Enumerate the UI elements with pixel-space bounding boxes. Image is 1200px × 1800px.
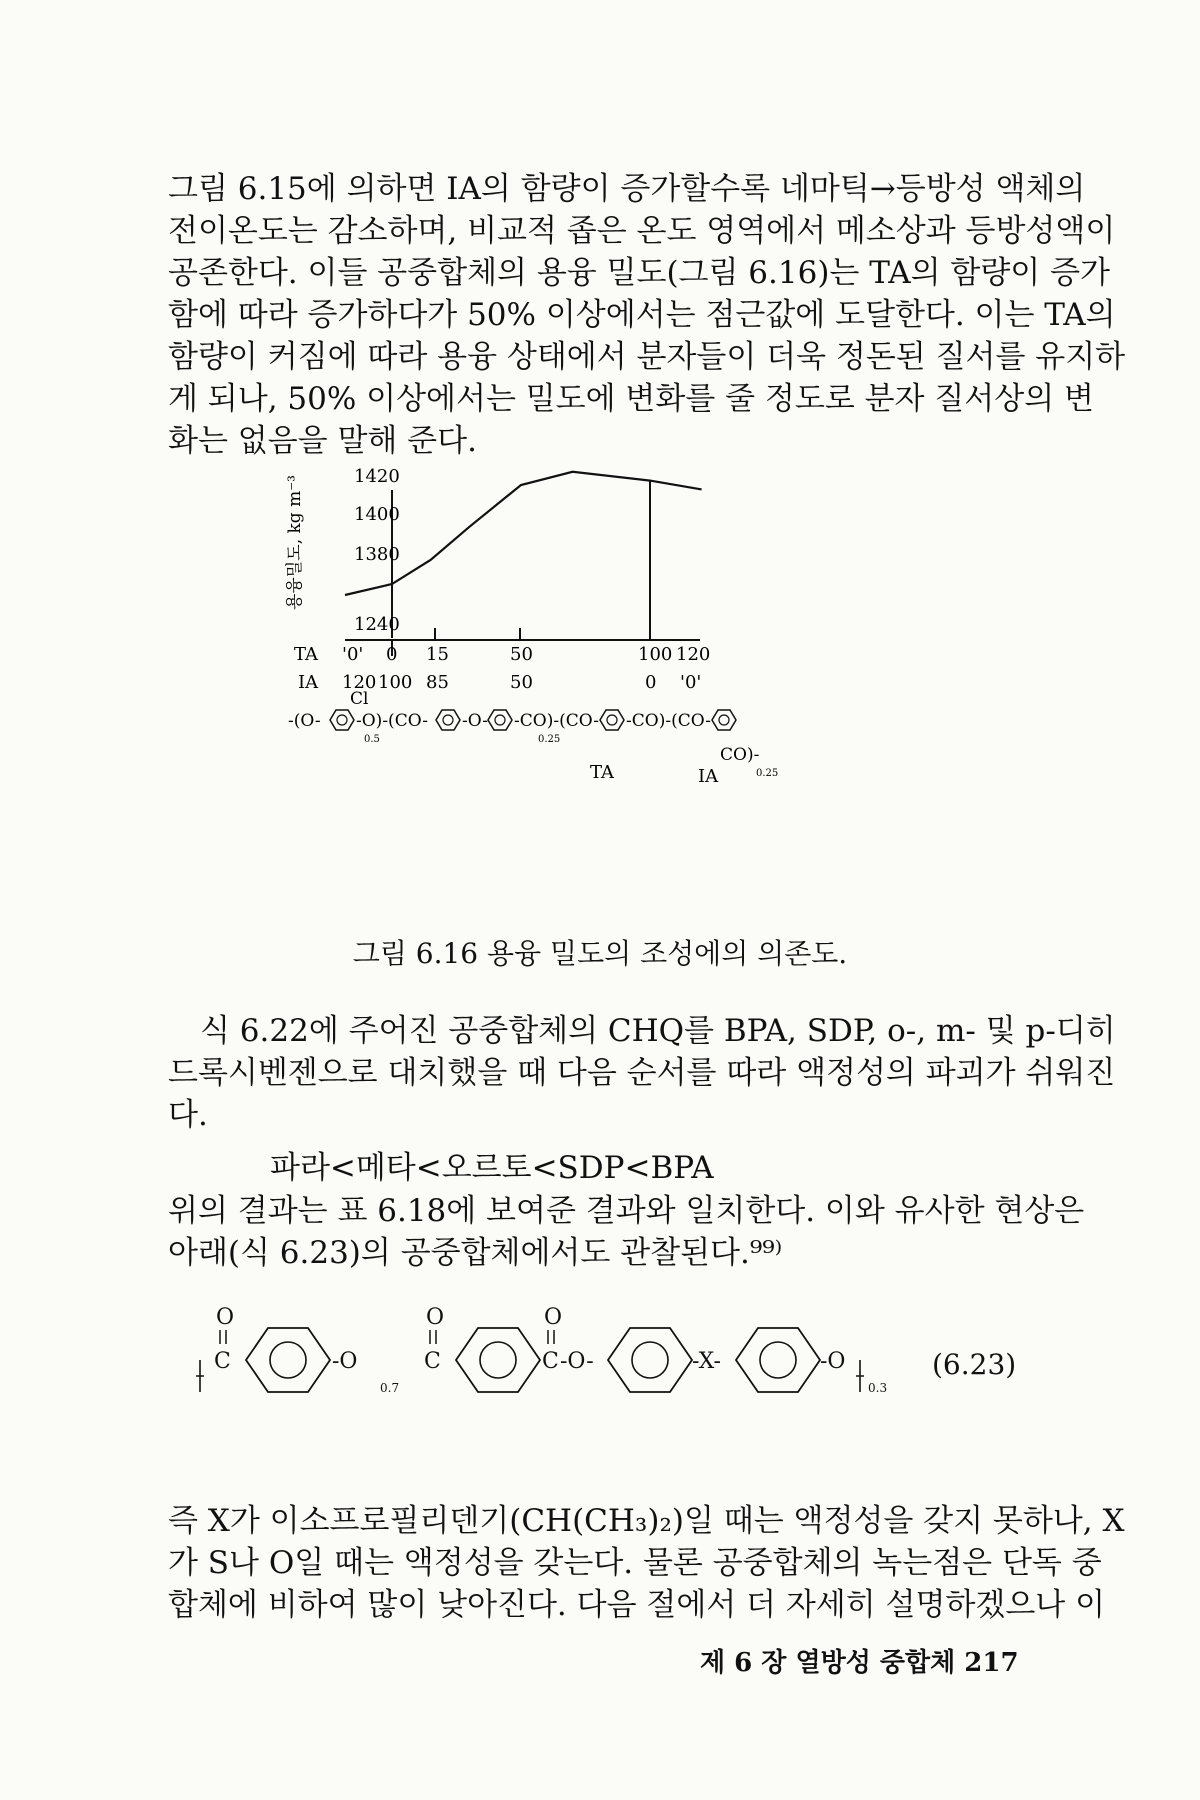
carbon: C [542, 1349, 559, 1374]
y-tick-label: 1420 [354, 466, 400, 487]
paragraph-3 [168, 1190, 1085, 1274]
density-figure [285, 466, 920, 910]
subscript: 0.3 [868, 1381, 888, 1395]
ether-link: -O [332, 1349, 358, 1374]
close-bracket [856, 1360, 864, 1392]
carbon: C [214, 1349, 231, 1374]
benzene-ring [246, 1328, 330, 1392]
ia-tick-label: 0 [645, 672, 657, 693]
paragraph-4 [168, 1500, 1125, 1626]
ta-tick-label: 120 [676, 644, 711, 665]
subscript: 0.7 [380, 1381, 400, 1395]
ta-tick-label: 50 [510, 644, 533, 665]
benzene-ring [712, 710, 736, 730]
benzene-ring-inner [607, 715, 617, 725]
ia-tick-label: 120 [342, 672, 377, 693]
ester-link: -O- [560, 1349, 594, 1374]
text-line: 아래(식 6.23)의 공중합체에서도 관찰된다.⁹⁹⁾ [168, 1235, 783, 1271]
ta-tick-label: 0 [386, 644, 398, 665]
page-footer: 제 6 장 열방성 중합체 217 [700, 1648, 1019, 1678]
ta-tick-label: '0' [342, 644, 364, 665]
carbon: C [424, 1349, 441, 1374]
text-line: 화는 없음을 말해 준다. [168, 423, 477, 459]
text-line: 함에 따라 증가하다가 50% 이상에서는 점근값에 도달한다. 이는 TA의 [168, 297, 1116, 333]
text-line: 게 되나, 50% 이상에서는 밀도에 변화를 줄 정도로 분자 질서상의 변 [168, 381, 1094, 417]
text-line: 공존한다. 이들 공중합체의 용융 밀도(그림 6.16)는 TA의 함량이 증가 [168, 255, 1110, 291]
ia-tick-label: '0' [680, 672, 702, 693]
y-axis-label: 용융밀도, kg m⁻³ [285, 475, 305, 610]
y-tick-label: 1400 [354, 504, 400, 525]
equation-number: (6.23) [932, 1348, 1017, 1381]
benzene-ring-inner [443, 715, 453, 725]
paragraph-1 [168, 168, 1126, 462]
formula-segment: -O)-(CO- [356, 711, 429, 731]
ta-row-label: TA [294, 644, 319, 665]
benzene-ring [436, 710, 460, 730]
benzene-ring [330, 710, 354, 730]
subscript: 0.25 [538, 734, 561, 745]
y-tick-label: 1240 [354, 614, 400, 635]
text-line: 가 S나 O일 때는 액정성을 갖는다. 물론 공중합체의 녹는점은 단독 중 [168, 1545, 1102, 1581]
carbonyl-o: O [216, 1305, 235, 1330]
formula-segment: CO)- [720, 745, 760, 765]
formula-segment: -O- [462, 711, 489, 731]
formula-segment: -CO)-(CO- [626, 711, 712, 731]
text-line: 다. [168, 1097, 208, 1133]
ia-unit-label: IA [698, 766, 719, 787]
paragraph-2 [168, 1010, 1116, 1136]
density-curve [345, 472, 702, 595]
benzene-ring-inner [632, 1342, 668, 1378]
ia-tick-label: 50 [510, 672, 533, 693]
subscript: 0.5 [364, 734, 380, 745]
ia-row-label: IA [298, 672, 319, 693]
ether-end: -O [820, 1349, 846, 1374]
benzene-ring-inner [760, 1342, 796, 1378]
figure-caption: 그림 6.16 용융 밀도의 조성에의 의존도. [352, 937, 848, 970]
text-line: 식 6.22에 주어진 공중합체의 CHQ를 BPA, SDP, o-, m- 및 p-디히 [200, 1013, 1116, 1049]
text-line: 즉 X가 이소프로필리덴기(CH(CH₃)₂)일 때는 액정성을 갖지 못하나, X [168, 1503, 1125, 1539]
subscript: 0.25 [756, 768, 779, 779]
text-line: 전이온도는 감소하며, 비교적 좁은 온도 영역에서 메소상과 등방성액이 [168, 213, 1116, 249]
benzene-ring [600, 710, 624, 730]
carbonyl-o: O [544, 1305, 563, 1330]
carbonyl-o: O [426, 1305, 445, 1330]
benzene-ring [488, 710, 512, 730]
benzene-ring-inner [270, 1342, 306, 1378]
reactivity-order: 파라<메타<오르토<SDP<BPA [270, 1150, 714, 1186]
ia-tick-label: 85 [426, 672, 449, 693]
text-line: 드록시벤젠으로 대치했을 때 다음 순서를 따라 액정성의 파괴가 쉬워진 [168, 1055, 1116, 1091]
text-line: 함량이 커짐에 따라 용융 상태에서 분자들이 더욱 정돈된 질서를 유지하 [168, 339, 1126, 375]
chlorine-label: Cl [350, 689, 369, 709]
y-tick-label: 1380 [354, 544, 400, 565]
ia-tick-label: 100 [378, 672, 413, 693]
open-bracket [196, 1360, 204, 1392]
formula-segment: -(O- [288, 711, 321, 731]
benzene-ring-inner [495, 715, 505, 725]
benzene-ring-inner [337, 715, 347, 725]
text-line: 합체에 비하여 많이 낮아진다. 다음 절에서 더 자세히 설명하겠으나 이 [168, 1587, 1106, 1623]
ta-unit-label: TA [590, 762, 615, 783]
benzene-ring [456, 1328, 540, 1392]
benzene-ring [736, 1328, 820, 1392]
ta-tick-label: 100 [638, 644, 673, 665]
ta-tick-label: 15 [426, 644, 449, 665]
formula-segment: -CO)-(CO- [514, 711, 600, 731]
benzene-ring-inner [719, 715, 729, 725]
benzene-ring [608, 1328, 692, 1392]
text-line: 위의 결과는 표 6.18에 보여준 결과와 일치한다. 이와 유사한 현상은 [168, 1193, 1085, 1229]
text-line: 그림 6.15에 의하면 IA의 함량이 증가할수록 네마틱→등방성 액체의 [168, 171, 1086, 207]
benzene-ring-inner [480, 1342, 516, 1378]
x-link: -X- [692, 1349, 721, 1374]
polymer-formula [288, 689, 778, 787]
